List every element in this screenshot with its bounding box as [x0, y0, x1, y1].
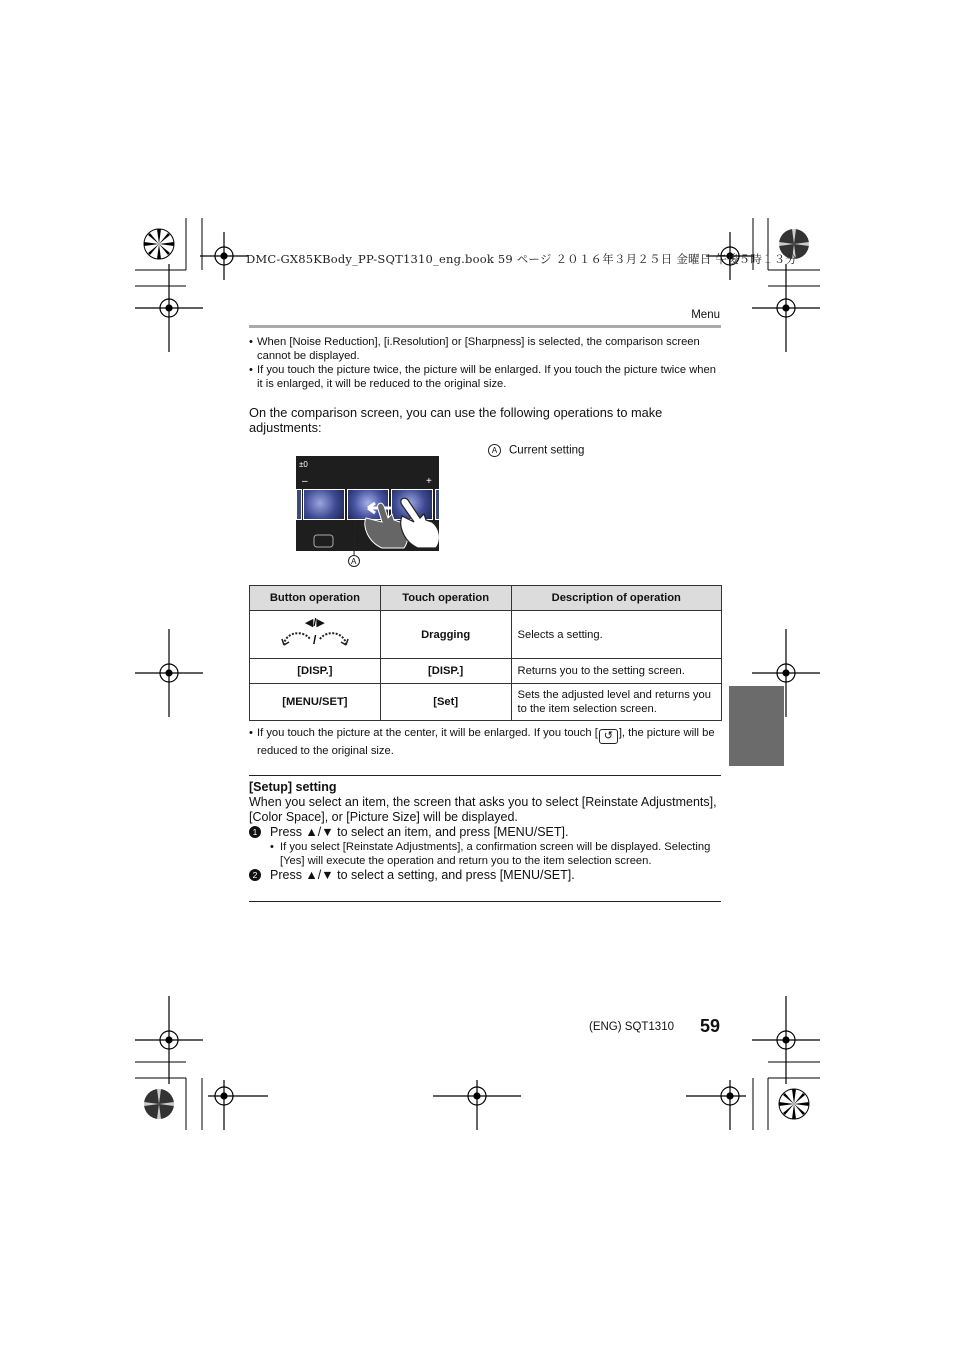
table-cell: Selects a setting. [511, 611, 721, 659]
table-header-row [250, 586, 722, 611]
footer-code: (ENG) SQT1310 [589, 1021, 674, 1033]
table-header: Description of operation [511, 586, 721, 611]
minus-label: – [302, 476, 308, 487]
return-icon: ↺ [599, 729, 618, 744]
table-row [250, 611, 722, 659]
svg-text:/: / [312, 633, 317, 647]
setup-heading: [Setup] setting [249, 780, 337, 794]
operations-table [249, 585, 722, 721]
section-divider [249, 901, 721, 902]
chapter-side-tab [729, 686, 784, 766]
step-number: 2 [249, 869, 261, 881]
table-header: Button operation [250, 586, 381, 611]
value-label: ±0 [299, 460, 308, 469]
setup-body: When you select an item, the screen that asks you to select [Reinstate Adjustments], [Color Space], or [Picture Size] will be displayed. [249, 795, 717, 824]
note-item: • If you touch the picture twice, the picture will be enlarged. If you touch the picture twice when it is enlarged, it will be reduced to the original size. [249, 363, 721, 391]
swipe-hand-icon [296, 456, 439, 551]
callout-marker: A [488, 444, 501, 457]
button-arrows-label: ◀/▶ [304, 617, 325, 629]
comparison-screen-illustration [296, 456, 439, 551]
table-cell: [DISP.] [250, 659, 381, 684]
callout-legend [488, 444, 584, 457]
callout-text: Current setting [509, 444, 585, 457]
note-item: • When [Noise Reduction], [i.Resolution] or [Sharpness] is selected, the comparison screen cannot be displayed. [249, 335, 721, 363]
section-divider [249, 775, 721, 776]
step-1: 1 Press ▲/▼ to select an item, and press [MENU/SET]. [249, 825, 721, 840]
table-cell: Returns you to the setting screen. [511, 659, 721, 684]
table-cell: [MENU/SET] [250, 684, 381, 721]
step-2: 2 Press ▲/▼ to select a setting, and press [MENU/SET]. [249, 868, 721, 883]
step-number: 1 [249, 826, 261, 838]
plus-label: + [426, 476, 432, 487]
step-1-note: • If you select [Reinstate Adjustments], a confirmation screen will be displayed. Selecting [Yes] will execute the operation and return you to the item selection screen. [249, 840, 721, 868]
page-number: 59 [699, 1016, 720, 1036]
table-cell: Sets the adjusted level and returns you to the item selection screen. [511, 684, 721, 721]
table-header: Touch operation [380, 586, 511, 611]
setup-section [249, 780, 721, 883]
dial-rotate-icon [280, 629, 350, 649]
table-row [250, 684, 722, 721]
table-cell [250, 611, 381, 659]
callout-marker: A [351, 557, 357, 566]
note-item: • If you touch the picture at the center, it will be enlarged. If you touch [ ↺ ], the picture will be reduced to the original size. [249, 726, 721, 758]
table-cell: [Set] [380, 684, 511, 721]
intro-text: On the comparison screen, you can use the following operations to make adjustments: [249, 405, 663, 435]
section-label: Menu [691, 309, 720, 321]
print-header: DMC-GX85KBody_PP-SQT1310_eng.book 59 ページ ２０１６年３月２５日 金曜日 午後５時１３分 [246, 252, 798, 266]
table-row [250, 659, 722, 684]
table-cell: [DISP.] [380, 659, 511, 684]
table-note [249, 726, 721, 758]
table-cell: Dragging [380, 611, 511, 659]
header-rule [249, 325, 721, 328]
top-notes [249, 335, 721, 391]
